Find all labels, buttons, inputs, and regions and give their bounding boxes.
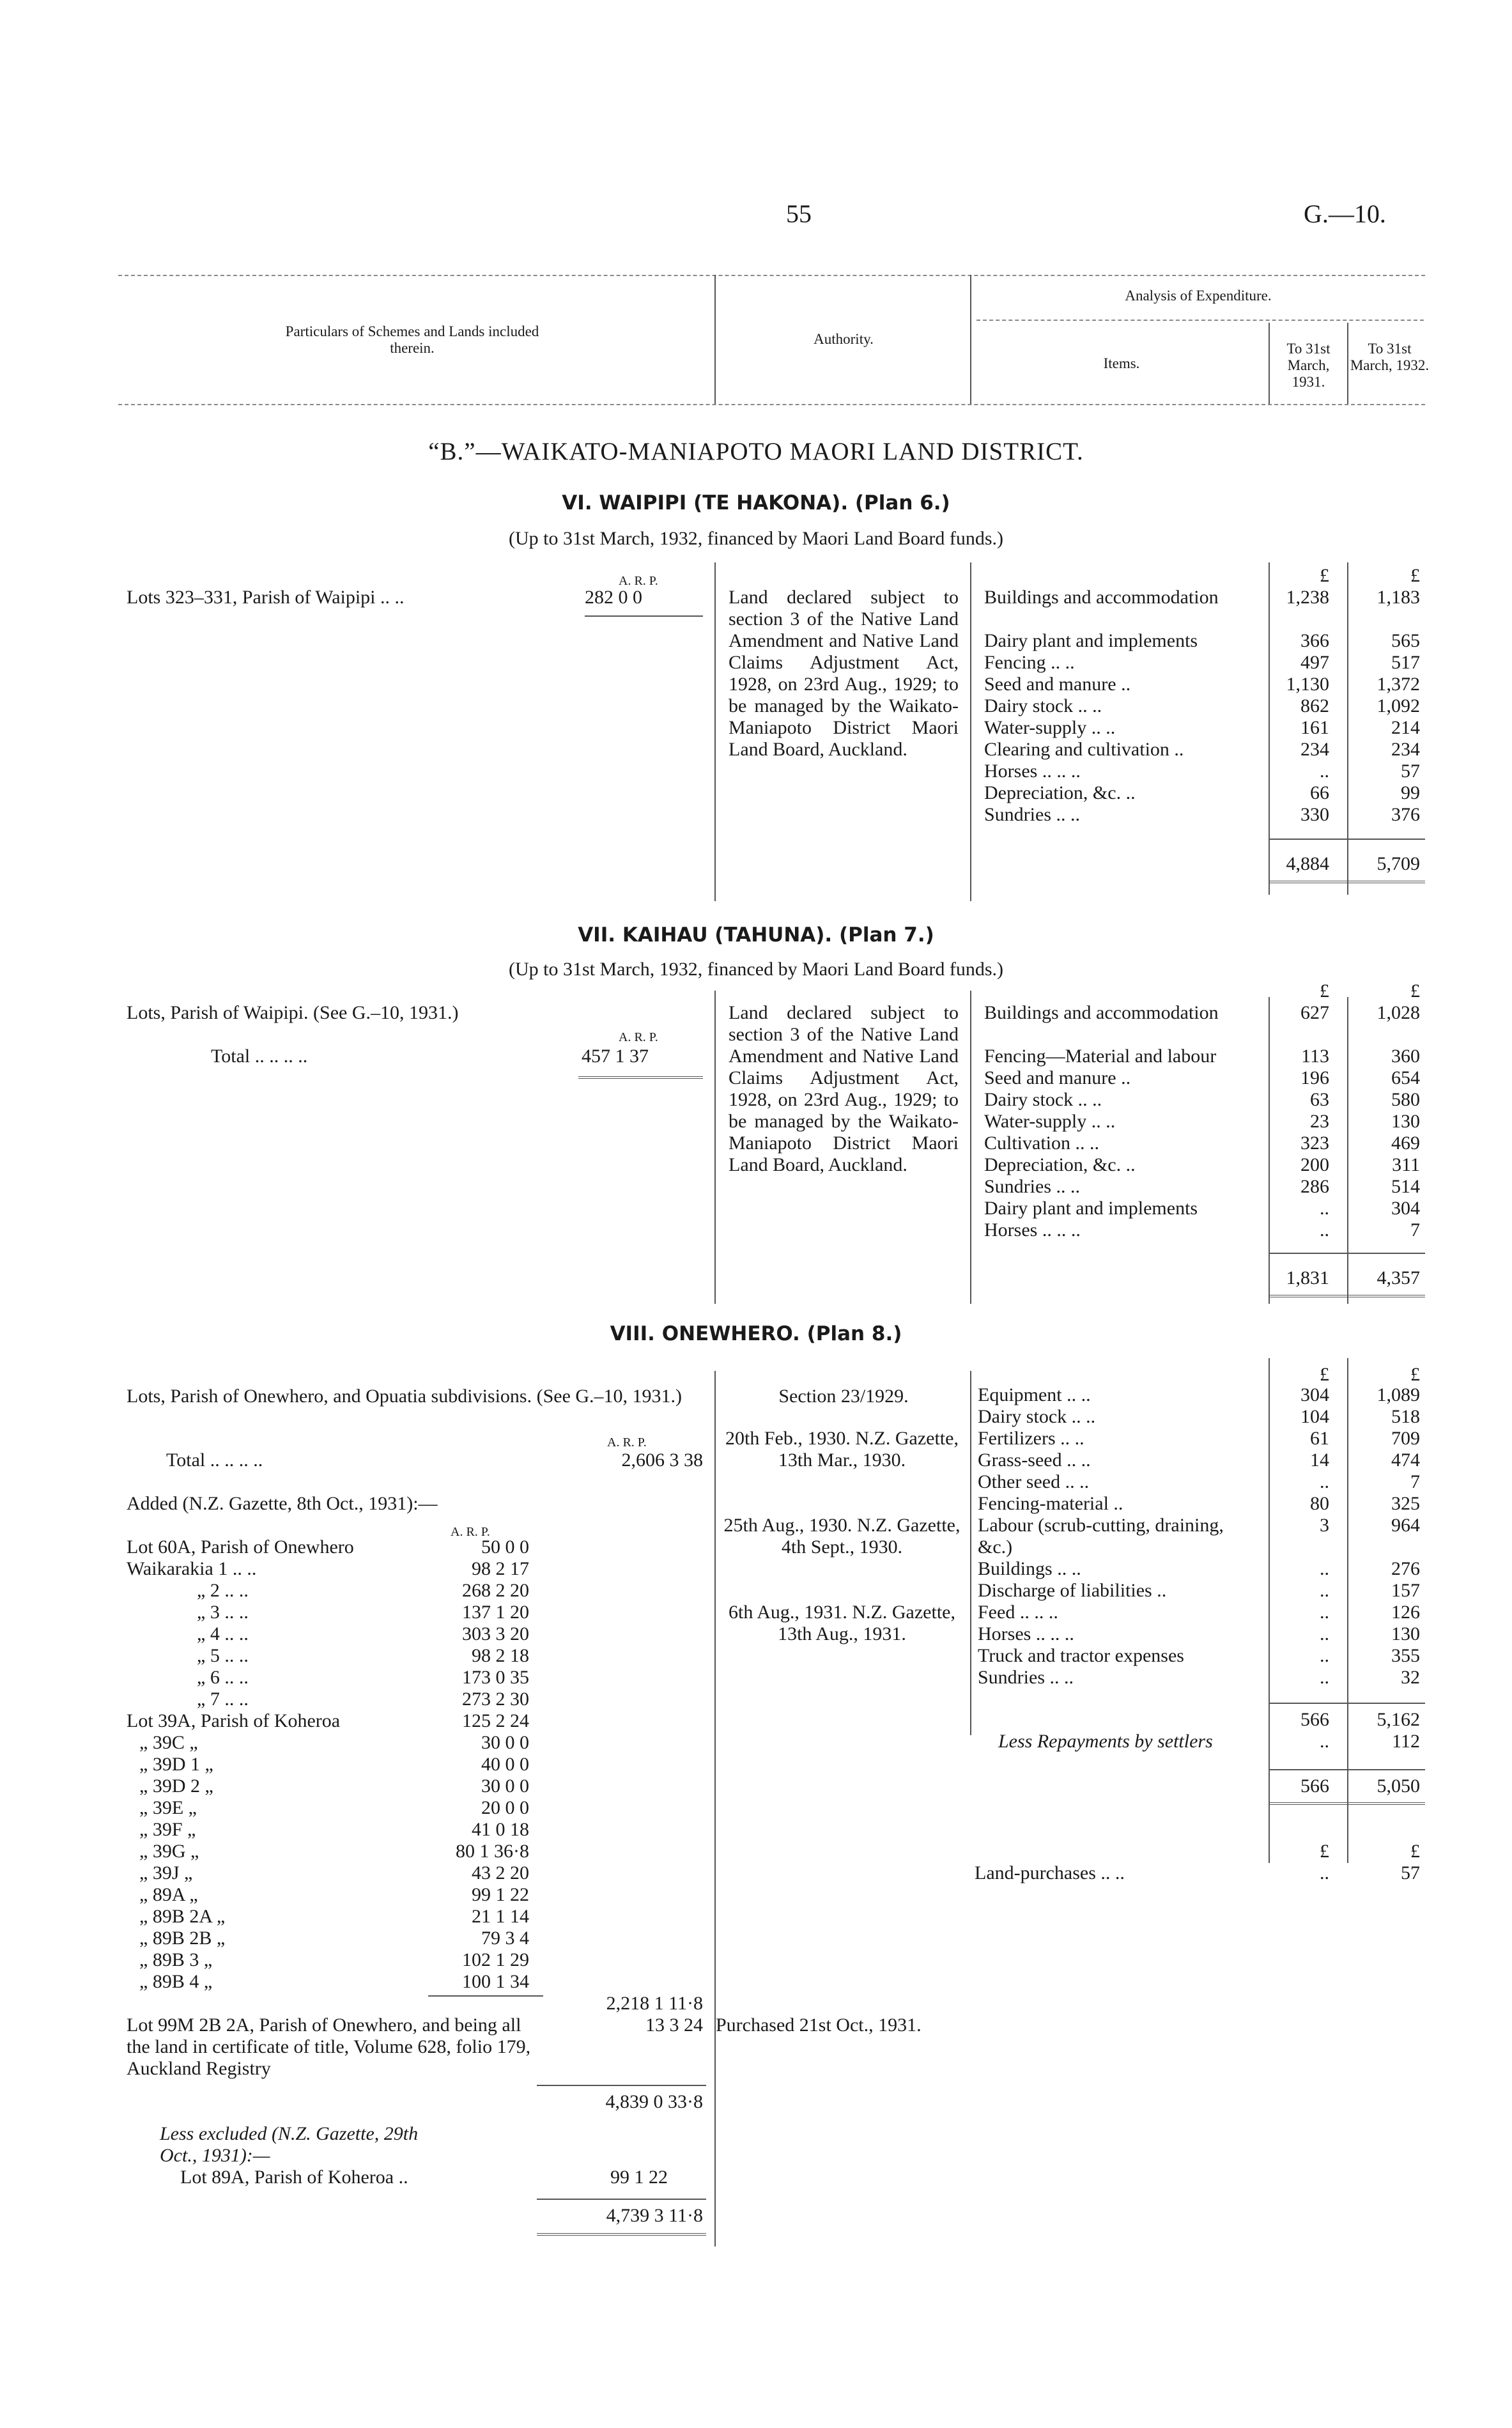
vi-item-row bbox=[984, 695, 1425, 717]
added-lot-label: „ 89B 3 „ bbox=[139, 1949, 213, 1970]
vii-item-label: Cultivation .. .. bbox=[984, 1133, 1099, 1154]
viii-lp-pound-1931: £ bbox=[1320, 1841, 1329, 1862]
vi-item-1931: 366 bbox=[1300, 630, 1329, 651]
viii-item-row bbox=[978, 1384, 1425, 1406]
viii-item-1932: 474 bbox=[1391, 1450, 1420, 1471]
vi-item-label: Sundries .. .. bbox=[984, 804, 1080, 825]
viii-item-row bbox=[978, 1515, 1425, 1558]
viii-items bbox=[978, 1384, 1425, 1689]
viii-item-label: Buildings .. .. bbox=[978, 1558, 1081, 1579]
viii-item-1931: 104 bbox=[1300, 1406, 1329, 1427]
added-row bbox=[127, 1732, 536, 1754]
viii-purchased: Purchased 21st Oct., 1931. bbox=[716, 2014, 922, 2036]
vi-item-label: Fencing .. .. bbox=[984, 652, 1075, 673]
vii-item-1931: 23 bbox=[1310, 1111, 1329, 1132]
vi-item-1932: 234 bbox=[1391, 739, 1420, 760]
vi-item-row bbox=[984, 630, 1425, 652]
vi-item-1932: 1,183 bbox=[1377, 587, 1420, 608]
added-row bbox=[127, 1819, 536, 1841]
vii-divider-1 bbox=[714, 991, 716, 1304]
added-lot-area: 173 0 35 bbox=[462, 1667, 529, 1688]
vi-items bbox=[984, 587, 1425, 826]
added-lot-area: 50 0 0 bbox=[481, 1536, 529, 1558]
added-lot-label: „ 89B 4 „ bbox=[139, 1971, 213, 1992]
district-title: “B.”—WAIKATO-MANIAPOTO MAORI LAND DISTRICT. bbox=[428, 438, 1084, 465]
vii-item-label: Water-supply .. .. bbox=[984, 1111, 1116, 1132]
vii-item-1931: 113 bbox=[1301, 1046, 1329, 1067]
added-lot-label: Lot 39A, Parish of Koheroa bbox=[127, 1710, 341, 1731]
vi-item-label: Seed and manure .. bbox=[984, 674, 1131, 695]
vi-item-label: Clearing and cultivation .. bbox=[984, 739, 1184, 760]
added-row bbox=[127, 1971, 536, 1993]
added-lot-label: „ 89B 2B „ bbox=[139, 1928, 226, 1949]
vii-item-1932: 360 bbox=[1391, 1046, 1420, 1067]
added-lot-area: 137 1 20 bbox=[462, 1602, 529, 1623]
vii-item-row bbox=[984, 1046, 1425, 1067]
viii-item-1931: .. bbox=[1320, 1558, 1329, 1579]
vii-item-row bbox=[984, 1002, 1425, 1046]
vi-arp-header: A. R. P. bbox=[619, 574, 658, 588]
vii-item-row bbox=[984, 1111, 1425, 1133]
added-lot-label: „ 89A „ bbox=[139, 1884, 198, 1905]
viii-item-1932: 325 bbox=[1391, 1493, 1420, 1514]
added-sum-rule bbox=[428, 1995, 543, 1997]
viii-item-1932: 276 bbox=[1391, 1558, 1420, 1579]
viii-item-label: Other seed .. .. bbox=[978, 1471, 1090, 1492]
section-vii-title: VII. KAIHAU (TAHUNA). (Plan 7.) bbox=[578, 924, 934, 947]
added-lot-area: 102 1 29 bbox=[462, 1949, 529, 1970]
vii-item-1932: 304 bbox=[1391, 1198, 1420, 1219]
vii-item-1931: 196 bbox=[1300, 1067, 1329, 1088]
header-col-1931: To 31st March, 1931. bbox=[1286, 341, 1331, 390]
vii-item-row bbox=[984, 1176, 1425, 1198]
viii-item-label: Fencing-material .. bbox=[978, 1493, 1123, 1514]
vii-arp-header: A. R. P. bbox=[619, 1030, 658, 1044]
added-row bbox=[127, 1928, 536, 1949]
vi-item-1931: 161 bbox=[1300, 717, 1329, 738]
viii-net-1932: 5,050 bbox=[1377, 1775, 1420, 1797]
added-row bbox=[127, 1602, 536, 1623]
added-lot-area: 268 2 20 bbox=[462, 1580, 529, 1601]
viii-item-label: Discharge of liabilities .. bbox=[978, 1580, 1167, 1601]
viii-item-1931: 3 bbox=[1320, 1515, 1329, 1536]
vi-total-double-rule bbox=[1269, 881, 1425, 883]
vii-total-rule bbox=[1269, 1253, 1425, 1254]
viii-item-row bbox=[978, 1493, 1425, 1515]
viii-item-1931: 80 bbox=[1310, 1493, 1329, 1514]
viii-item-row bbox=[978, 1667, 1425, 1689]
viii-less-1931: .. bbox=[1320, 1731, 1329, 1752]
vi-item-1931: 1,130 bbox=[1286, 674, 1329, 695]
viii-added-list bbox=[127, 1536, 536, 1993]
viii-pound-1931: £ bbox=[1320, 1364, 1329, 1385]
viii-item-1932: 32 bbox=[1401, 1667, 1420, 1688]
added-lot-area: 79 3 4 bbox=[481, 1928, 529, 1949]
vi-item-row bbox=[984, 674, 1425, 695]
added-lot-label: „ 89B 2A „ bbox=[139, 1906, 226, 1927]
vii-item-row bbox=[984, 1198, 1425, 1219]
added-lot-label: „ 39J „ bbox=[139, 1862, 193, 1883]
vii-divider-2 bbox=[970, 991, 971, 1304]
viii-net-rule bbox=[1269, 1769, 1425, 1770]
vi-item-1932: 517 bbox=[1391, 652, 1420, 673]
vii-items bbox=[984, 1002, 1425, 1241]
added-row bbox=[127, 1949, 536, 1971]
section-viii-title: VIII. ONEWHERO. (Plan 8.) bbox=[610, 1322, 902, 1345]
added-row bbox=[127, 1862, 536, 1884]
viii-item-row bbox=[978, 1580, 1425, 1602]
vi-total-rule bbox=[1269, 839, 1425, 840]
viii-less-area: 99 1 22 bbox=[610, 2167, 668, 2188]
vi-item-1932: 565 bbox=[1391, 630, 1420, 651]
vii-authority: Land declared subject to section 3 of the Native Land Amendment and Native Land Claims Adjustment Act, 1928, on 23rd Aug., 1929; to be managed by the Waikato-Maniapoto District Maori Land Board, Auckland. bbox=[729, 1002, 959, 1175]
viii-item-row bbox=[978, 1406, 1425, 1428]
viii-net-double-rule bbox=[1269, 1802, 1425, 1805]
viii-subtotal-1932: 5,162 bbox=[1377, 1709, 1420, 1730]
viii-item-label: Horses .. .. .. bbox=[978, 1623, 1074, 1644]
added-lot-label: „ 7 .. .. bbox=[197, 1689, 249, 1710]
vii-area-rule bbox=[578, 1076, 703, 1079]
vi-authority: Land declared subject to section 3 of the Native Land Amendment and Native Land Claims Adjustment Act, 1928, on 23rd Aug., 1929; to be managed by the Waikato-Maniapoto District Maori Land Board, Auckland. bbox=[729, 587, 959, 760]
viii-item-1932: 157 bbox=[1391, 1580, 1420, 1601]
viii-lot99-area: 13 3 24 bbox=[645, 2014, 703, 2036]
added-lot-area: 21 1 14 bbox=[472, 1906, 529, 1927]
vi-item-1932: 1,092 bbox=[1377, 695, 1420, 716]
vi-pound-1931: £ bbox=[1320, 565, 1329, 586]
vi-item-1932: 214 bbox=[1391, 717, 1420, 738]
viii-added-heading: Added (N.Z. Gazette, 8th Oct., 1931):— bbox=[127, 1493, 438, 1514]
vii-item-1931: 323 bbox=[1300, 1133, 1329, 1154]
vii-total-1932: 4,357 bbox=[1377, 1267, 1420, 1288]
added-lot-label: „ 39F „ bbox=[139, 1819, 196, 1840]
viii-added-total: 2,218 1 11·8 bbox=[606, 1993, 703, 2014]
viii-lot99: Lot 99M 2B 2A, Parish of Onewhero, and being all the land in certificate of title, Volume 628, folio 179, Auckland Registry bbox=[127, 2014, 531, 2079]
added-lot-area: 41 0 18 bbox=[472, 1819, 529, 1840]
viii-less-repayments-label: Less Repayments by settlers bbox=[998, 1731, 1213, 1752]
viii-item-1932: 355 bbox=[1391, 1645, 1420, 1666]
vii-item-1932: 7 bbox=[1410, 1219, 1420, 1241]
vi-item-1931: 497 bbox=[1300, 652, 1329, 673]
header-top-rule bbox=[118, 275, 1425, 276]
vi-item-1931: .. bbox=[1320, 761, 1329, 782]
vi-item-label: Horses .. .. .. bbox=[984, 761, 1081, 782]
vi-item-row bbox=[984, 761, 1425, 782]
vi-item-1932: 57 bbox=[1401, 761, 1420, 782]
added-row bbox=[127, 1841, 536, 1862]
vii-item-1932: 514 bbox=[1391, 1176, 1420, 1197]
added-lot-area: 98 2 17 bbox=[472, 1558, 529, 1579]
header-divider-2 bbox=[970, 275, 971, 404]
added-lot-area: 30 0 0 bbox=[481, 1732, 529, 1753]
vi-item-label: Depreciation, &c. .. bbox=[984, 782, 1136, 803]
vii-item-label: Seed and manure .. bbox=[984, 1067, 1131, 1088]
viii-item-1932: 126 bbox=[1391, 1602, 1420, 1623]
vii-lots: Lots, Parish of Waipipi. (See G.–10, 1931.) bbox=[127, 1002, 459, 1023]
vi-item-row bbox=[984, 717, 1425, 739]
viii-item-label: Equipment .. .. bbox=[978, 1384, 1091, 1405]
vi-area-rule bbox=[585, 615, 703, 617]
viii-item-1931: 304 bbox=[1300, 1384, 1329, 1405]
vi-item-1931: 862 bbox=[1300, 695, 1329, 716]
added-row bbox=[127, 1906, 536, 1928]
viii-subtotal-1931: 566 bbox=[1300, 1709, 1329, 1730]
viii-item-label: Dairy stock .. .. bbox=[978, 1406, 1096, 1427]
added-lot-label: „ 3 .. .. bbox=[197, 1602, 249, 1623]
header-col-1932: To 31st March, 1932. bbox=[1350, 341, 1430, 373]
header-divider-3 bbox=[1269, 323, 1270, 404]
vi-item-row bbox=[984, 804, 1425, 826]
vi-item-row bbox=[984, 587, 1425, 630]
added-lot-label: „ 39C „ bbox=[139, 1732, 198, 1753]
viii-item-1932: 964 bbox=[1391, 1515, 1420, 1536]
viii-item-1931: .. bbox=[1320, 1667, 1329, 1688]
viii-item-row bbox=[978, 1623, 1425, 1645]
vii-item-row bbox=[984, 1067, 1425, 1089]
viii-item-label: Grass-seed .. .. bbox=[978, 1450, 1091, 1471]
added-lot-area: 20 0 0 bbox=[481, 1797, 529, 1818]
viii-lp-pound-1932: £ bbox=[1410, 1841, 1420, 1862]
vi-item-label: Dairy stock .. .. bbox=[984, 695, 1102, 716]
viii-less-lot: Lot 89A, Parish of Koheroa .. bbox=[180, 2167, 408, 2188]
viii-authority-section: Section 23/1929. bbox=[778, 1386, 909, 1407]
viii-final-area: 4,739 3 11·8 bbox=[606, 2205, 703, 2226]
viii-lots: Lots, Parish of Onewhero, and Opuatia subdivisions. (See G.–10, 1931.) bbox=[127, 1386, 683, 1407]
added-row bbox=[127, 1710, 536, 1732]
viii-item-1931: .. bbox=[1320, 1580, 1329, 1601]
viii-item-row bbox=[978, 1558, 1425, 1580]
vii-item-label: Dairy stock .. .. bbox=[984, 1089, 1102, 1110]
viii-item-1931: 14 bbox=[1310, 1450, 1329, 1471]
vi-item-1931: 234 bbox=[1300, 739, 1329, 760]
viii-item-1932: 709 bbox=[1391, 1428, 1420, 1449]
header-items: Items. bbox=[1103, 355, 1140, 371]
vi-item-1932: 1,372 bbox=[1377, 674, 1420, 695]
added-lot-area: 30 0 0 bbox=[481, 1775, 529, 1797]
added-row bbox=[127, 1623, 536, 1645]
header-divider-1 bbox=[714, 275, 716, 404]
added-lot-area: 80 1 36·8 bbox=[456, 1841, 529, 1862]
viii-item-1931: 61 bbox=[1310, 1428, 1329, 1449]
page-reference: G.—10. bbox=[1304, 199, 1386, 228]
viii-item-label: Sundries .. .. bbox=[978, 1667, 1074, 1688]
viii-item-1931: .. bbox=[1320, 1645, 1329, 1666]
viii-item-1931: .. bbox=[1320, 1471, 1329, 1492]
added-row bbox=[127, 1754, 536, 1775]
added-lot-area: 100 1 34 bbox=[462, 1971, 529, 1992]
vii-item-1931: 286 bbox=[1300, 1176, 1329, 1197]
added-lot-label: „ 2 .. .. bbox=[197, 1580, 249, 1601]
added-lot-area: 98 2 18 bbox=[472, 1645, 529, 1666]
added-row bbox=[127, 1536, 536, 1558]
viii-less-repayments bbox=[998, 1731, 1254, 1752]
vii-item-row bbox=[984, 1219, 1425, 1241]
viii-item-1931: .. bbox=[1320, 1623, 1329, 1644]
viii-authority-1930-feb: 20th Feb., 1930. N.Z. Gazette, 13th Mar., 1930. bbox=[725, 1428, 959, 1471]
viii-added-arp-header: A. R. P. bbox=[451, 1525, 490, 1539]
vii-item-1932: 580 bbox=[1391, 1089, 1420, 1110]
viii-land-purchases: Land-purchases .. .. bbox=[975, 1862, 1125, 1883]
viii-item-row bbox=[978, 1471, 1425, 1493]
viii-pound-1932: £ bbox=[1410, 1364, 1420, 1385]
added-lot-label: „ 39E „ bbox=[139, 1797, 197, 1818]
section-vii-subtitle: (Up to 31st March, 1932, financed by Maori Land Board funds.) bbox=[509, 959, 1003, 980]
vii-item-1931: 200 bbox=[1300, 1154, 1329, 1175]
viii-divider-1 bbox=[714, 1371, 716, 2246]
added-row bbox=[127, 1797, 536, 1819]
viii-total-label: Total .. .. .. .. bbox=[166, 1450, 263, 1471]
added-lot-area: 43 2 20 bbox=[472, 1862, 529, 1883]
header-authority: Authority. bbox=[814, 331, 874, 347]
added-lot-label: Lot 60A, Parish of Onewhero bbox=[127, 1536, 354, 1558]
header-divider-4 bbox=[1347, 323, 1348, 404]
vii-item-row bbox=[984, 1154, 1425, 1176]
vii-item-1931: .. bbox=[1320, 1219, 1329, 1241]
vi-divider-2 bbox=[970, 562, 971, 901]
vii-pound-1931: £ bbox=[1320, 980, 1329, 1001]
vii-total-label: Total .. .. .. .. bbox=[211, 1046, 308, 1067]
viii-item-label: Fertilizers .. .. bbox=[978, 1428, 1084, 1449]
added-lot-area: 125 2 24 bbox=[462, 1710, 529, 1731]
vii-pound-1932: £ bbox=[1410, 980, 1420, 1001]
vi-total-1931: 4,884 bbox=[1286, 853, 1329, 874]
viii-item-label: Feed .. .. .. bbox=[978, 1602, 1058, 1623]
page-number: 55 bbox=[786, 199, 812, 228]
added-lot-label: Waikarakia 1 .. .. bbox=[127, 1558, 257, 1579]
viii-total-area: 2,606 3 38 bbox=[621, 1450, 703, 1471]
vii-item-label: Depreciation, &c. .. bbox=[984, 1154, 1136, 1175]
vii-item-label: Horses .. .. .. bbox=[984, 1219, 1081, 1241]
added-lot-label: „ 4 .. .. bbox=[197, 1623, 249, 1644]
viii-item-1932: 7 bbox=[1410, 1471, 1420, 1492]
added-lot-area: 40 0 0 bbox=[481, 1754, 529, 1775]
added-row bbox=[127, 1689, 536, 1710]
vii-item-row bbox=[984, 1089, 1425, 1111]
vi-item-row bbox=[984, 782, 1425, 804]
added-lot-label: „ 39D 1 „ bbox=[139, 1754, 213, 1775]
vii-item-label: Buildings and accommodation bbox=[984, 1002, 1219, 1023]
vi-item-1932: 99 bbox=[1401, 782, 1420, 803]
vii-total-1931: 1,831 bbox=[1286, 1267, 1329, 1288]
viii-net-1931: 566 bbox=[1300, 1775, 1329, 1797]
vii-total-double-rule bbox=[1269, 1295, 1425, 1297]
viii-less-heading: Less excluded (N.Z. Gazette, 29th Oct., 1931):— bbox=[160, 2123, 419, 2166]
vii-item-1932: 654 bbox=[1391, 1067, 1420, 1088]
added-row bbox=[127, 1558, 536, 1580]
added-row bbox=[127, 1884, 536, 1906]
vii-item-1932: 130 bbox=[1391, 1111, 1420, 1132]
vii-item-1932: 469 bbox=[1391, 1133, 1420, 1154]
vi-item-1931: 1,238 bbox=[1286, 587, 1329, 608]
added-lot-area: 303 3 20 bbox=[462, 1623, 529, 1644]
vii-item-1932: 311 bbox=[1392, 1154, 1420, 1175]
vi-item-label: Water-supply .. .. bbox=[984, 717, 1116, 738]
viii-item-1932: 1,089 bbox=[1377, 1384, 1420, 1405]
vii-item-label: Sundries .. .. bbox=[984, 1176, 1080, 1197]
vii-item-row bbox=[984, 1133, 1425, 1154]
viii-item-label: Labour (scrub-cutting, draining, &c.) bbox=[978, 1515, 1224, 1558]
section-vi-subtitle: (Up to 31st March, 1932, financed by Maori Land Board funds.) bbox=[509, 528, 1003, 549]
added-lot-area: 273 2 30 bbox=[462, 1689, 529, 1710]
viii-divider-2 bbox=[970, 1371, 971, 1735]
viii-subtotal-rule bbox=[537, 2085, 706, 2086]
vii-area: 457 1 37 bbox=[582, 1046, 649, 1067]
viii-item-row bbox=[978, 1602, 1425, 1623]
added-lot-label: „ 39D 2 „ bbox=[139, 1775, 213, 1797]
vi-item-1932: 376 bbox=[1391, 804, 1420, 825]
viii-item-1932: 518 bbox=[1391, 1406, 1420, 1427]
added-lot-label: „ 5 .. .. bbox=[197, 1645, 249, 1666]
viii-item-label: Truck and tractor expenses bbox=[978, 1645, 1184, 1666]
viii-authority-1930-aug: 25th Aug., 1930. N.Z. Gazette, 4th Sept., 1930. bbox=[723, 1515, 960, 1558]
vii-item-1932: 1,028 bbox=[1377, 1002, 1420, 1023]
vii-item-1931: .. bbox=[1320, 1198, 1329, 1219]
header-particulars: Particulars of Schemes and Lands included therein. bbox=[285, 323, 539, 356]
section-vi-title: VI. WAIPIPI (TE HAKONA). (Plan 6.) bbox=[562, 491, 950, 514]
added-lot-label: „ 6 .. .. bbox=[197, 1667, 249, 1688]
viii-lp-1931: .. bbox=[1320, 1862, 1329, 1883]
viii-final-rule bbox=[537, 2199, 706, 2200]
viii-item-row bbox=[978, 1428, 1425, 1450]
vi-item-1931: 66 bbox=[1310, 782, 1329, 803]
viii-item-1931: .. bbox=[1320, 1602, 1329, 1623]
vi-item-label: Buildings and accommodation bbox=[984, 587, 1219, 608]
vii-item-label: Fencing—Material and labour bbox=[984, 1046, 1217, 1067]
viii-final-double-rule bbox=[537, 2233, 706, 2236]
viii-item-row bbox=[978, 1645, 1425, 1667]
vi-pound-1932: £ bbox=[1410, 565, 1420, 586]
added-lot-label: „ 39G „ bbox=[139, 1841, 199, 1862]
viii-less-1932: 112 bbox=[1392, 1731, 1420, 1752]
vi-item-row bbox=[984, 652, 1425, 674]
vi-item-label: Dairy plant and implements bbox=[984, 630, 1198, 651]
header-bottom-rule bbox=[118, 404, 1425, 405]
header-analysis: Analysis of Expenditure. bbox=[1125, 288, 1272, 304]
viii-subtotal-area: 4,839 0 33·8 bbox=[605, 2091, 703, 2112]
vi-lots: Lots 323–331, Parish of Waipipi .. .. bbox=[127, 587, 405, 608]
added-row bbox=[127, 1667, 536, 1689]
added-row bbox=[127, 1775, 536, 1797]
viii-lp-1932: 57 bbox=[1401, 1862, 1420, 1883]
viii-item-1932: 130 bbox=[1391, 1623, 1420, 1644]
viii-arp-header: A. R. P. bbox=[607, 1435, 647, 1450]
added-row bbox=[127, 1645, 536, 1667]
viii-authority-1931-aug: 6th Aug., 1931. N.Z. Gazette, 13th Aug., 1931. bbox=[729, 1602, 955, 1644]
vi-item-1931: 330 bbox=[1300, 804, 1329, 825]
vi-area: 282 0 0 bbox=[585, 587, 642, 608]
vii-item-1931: 63 bbox=[1310, 1089, 1329, 1110]
added-lot-area: 99 1 22 bbox=[472, 1884, 529, 1905]
vi-total-1932: 5,709 bbox=[1377, 853, 1420, 874]
vii-item-1931: 627 bbox=[1300, 1002, 1329, 1023]
vi-item-row bbox=[984, 739, 1425, 761]
viii-subtotal-exp-rule bbox=[1269, 1703, 1425, 1704]
viii-item-row bbox=[978, 1450, 1425, 1471]
vii-item-label: Dairy plant and implements bbox=[984, 1198, 1198, 1219]
vi-divider-1 bbox=[714, 562, 716, 901]
analysis-rule bbox=[976, 320, 1424, 321]
added-row bbox=[127, 1580, 536, 1602]
